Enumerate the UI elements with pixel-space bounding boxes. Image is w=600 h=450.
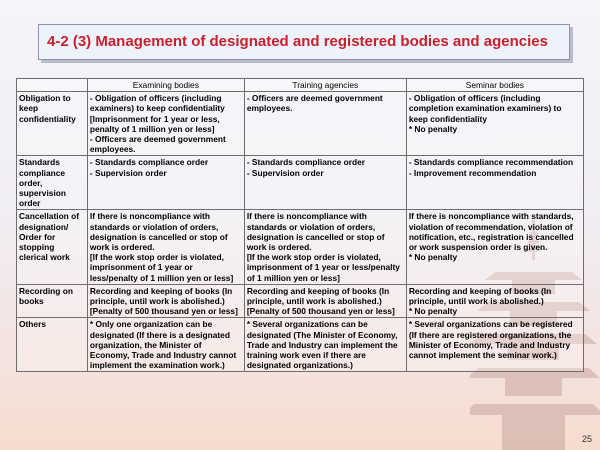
table-cell: * Several organizations can be designated (The Minister of Economy, Trade and Industry can implement the training work even if there are designated organizations.) <box>244 318 406 372</box>
table-cell: Recording and keeping of books (In principle, until work is abolished.) [Penalty of 500 thousand yen or less] <box>87 284 244 318</box>
row-label: Standards compliance order, supervision order <box>17 156 88 210</box>
table-row <box>17 284 584 318</box>
row-label: Cancellation of designation/ Order for stopping clerical work <box>17 210 88 284</box>
table-cell: Recording and keeping of books (In principle, until work is abolished.) [Penalty of 500 thousand yen or less] <box>244 284 406 318</box>
table-row <box>17 156 584 210</box>
table-cell: - Standards compliance order - Supervision order <box>244 156 406 210</box>
header-examining-bodies: Examining bodies <box>87 79 244 92</box>
table-row <box>17 318 584 372</box>
table-cell: - Standards compliance order - Supervision order <box>87 156 244 210</box>
table-header-row <box>17 79 584 92</box>
slide-title: 4-2 (3) Management of designated and registered bodies and agencies <box>47 33 548 50</box>
row-label: Others <box>17 318 88 372</box>
table-cell: Recording and keeping of books (In principle, until work is abolished.) * No penalty <box>406 284 583 318</box>
header-seminar-bodies: Seminar bodies <box>406 79 583 92</box>
table-cell: - Obligation of officers (including examiners) to keep confidentiality [Imprisonment for 1 year or less, penalty of 1 million yen or less] - Officers are deemed government employees. <box>87 92 244 156</box>
table-cell: If there is noncompliance with standards or violation of orders, designation is cancelled or stop of work is ordered. [If the work stop order is violated, imprisonment of 1 year or less/penalty of 1 million yen or less] <box>87 210 244 284</box>
table-cell: - Standards compliance recommendation - Improvement recommendation <box>406 156 583 210</box>
table-cell: * Only one organization can be designated (If there is a designated organization, the Minister of Economy, Trade and Industry cannot implement the examination work.) <box>87 318 244 372</box>
comparison-table <box>16 78 584 372</box>
row-label: Recording on books <box>17 284 88 318</box>
title-box <box>38 24 570 60</box>
table-row <box>17 92 584 156</box>
table-cell: If there is noncompliance with standards, violation of recommendation, violation of notification, etc., registration is cancelled or work suspension order is given. * No penalty <box>406 210 583 284</box>
table-cell: If there is noncompliance with standards or violation of orders, designation is cancelled or stop of work is ordered. [If the work stop order is violated, imprisonment of 1 year or less/penalty of 1 million yen or less] <box>244 210 406 284</box>
table-cell: - Officers are deemed government employees. <box>244 92 406 156</box>
table-cell: - Obligation of officers (including completion examination examiners) to keep confidentiality * No penalty <box>406 92 583 156</box>
table-cell: * Several organizations can be registered (If there are registered organizations, the Minister of Economy, Trade and Industry cannot implement the seminar work.) <box>406 318 583 372</box>
page-number: 25 <box>581 434 592 444</box>
header-training-agencies: Training agencies <box>244 79 406 92</box>
table-row <box>17 210 584 284</box>
header-blank <box>17 79 88 92</box>
row-label: Obligation to keep confidentiality <box>17 92 88 156</box>
